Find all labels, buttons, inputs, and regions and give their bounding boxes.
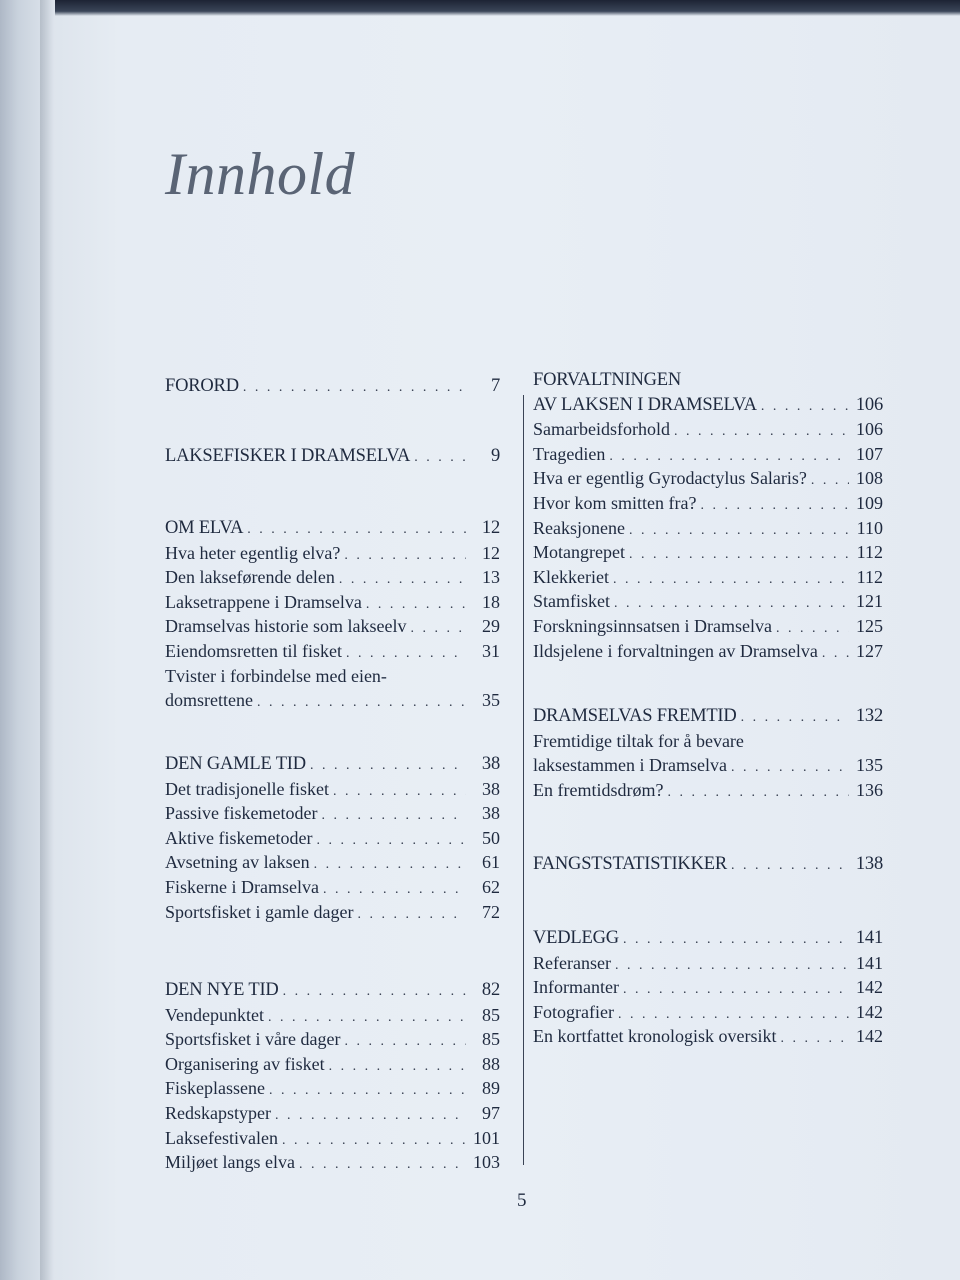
toc-entry xyxy=(533,516,883,541)
leader-dots xyxy=(283,980,466,1005)
toc-page-number: 132 xyxy=(855,706,883,726)
toc-entry-title: Det tradisjonelle fisket xyxy=(165,778,329,799)
toc-heading xyxy=(165,516,500,541)
toc-section xyxy=(533,368,883,663)
toc-page-number: 62 xyxy=(482,876,500,897)
toc-page-number: 112 xyxy=(856,566,883,587)
toc-page-number: 142 xyxy=(856,1001,883,1022)
leader-dots xyxy=(780,1027,849,1052)
toc-page-number: 12 xyxy=(481,518,500,538)
toc-page-number: 138 xyxy=(855,854,883,874)
toc-entry-title: Fotografier xyxy=(533,1001,614,1022)
toc-section xyxy=(165,444,500,469)
toc-entry-title: Dramselvas historie som lakseelv xyxy=(165,616,407,637)
toc-entry-title: Eiendomsretten til fisket xyxy=(165,640,342,661)
toc-entry-title: LAKSEFISKER I DRAMSELVA xyxy=(165,446,411,466)
toc-page-number: 101 xyxy=(473,1127,500,1148)
toc-entry-title: domsrettene xyxy=(165,690,253,711)
toc-page-number: 108 xyxy=(856,468,883,489)
toc-entry-title: Miljøet langs elva xyxy=(165,1152,295,1173)
leader-dots xyxy=(344,544,466,569)
leader-dots xyxy=(700,494,849,519)
toc-entry xyxy=(533,466,883,491)
toc-page-number: 61 xyxy=(482,852,500,873)
toc-section xyxy=(165,516,500,713)
toc-entry-title: En fremtidsdrøm? xyxy=(533,779,664,800)
toc-entry xyxy=(165,1076,500,1101)
toc-page-number: 50 xyxy=(482,827,500,848)
leader-dots xyxy=(667,781,849,806)
toc-entry-title: OM ELVA xyxy=(165,518,244,538)
leader-dots xyxy=(629,543,849,568)
toc-entry xyxy=(165,1027,500,1052)
toc-entry xyxy=(533,417,883,442)
toc-page-number: 35 xyxy=(482,690,500,711)
toc-entry-title: FORORD xyxy=(165,376,239,396)
toc-section xyxy=(165,978,500,1175)
toc-entry-title: Referanser xyxy=(533,952,611,973)
toc-entry xyxy=(533,491,883,516)
toc-entry xyxy=(533,540,883,565)
toc-page-number: 12 xyxy=(482,542,500,563)
toc-entry-title: Sportsfisket i våre dager xyxy=(165,1029,341,1050)
toc-entry-title: DRAMSELVAS FREMTID xyxy=(533,706,737,726)
toc-page-number: 85 xyxy=(482,1029,500,1050)
toc-entry xyxy=(533,1000,883,1025)
toc-entry xyxy=(165,688,500,713)
toc-page-number: 9 xyxy=(490,446,500,466)
leader-dots xyxy=(314,853,466,878)
toc-heading xyxy=(165,752,500,777)
toc-entry-title: Ildsjelene i forvaltningen av Dramselva xyxy=(533,640,818,661)
leader-dots xyxy=(615,954,849,979)
leader-dots xyxy=(257,691,466,716)
toc-entry-title: Den lakseførende delen xyxy=(165,567,335,588)
column-divider xyxy=(523,395,524,1165)
toc-entry-title: Aktive fiskemetoder xyxy=(165,827,313,848)
toc-entry xyxy=(533,1024,883,1049)
toc-page-number: 89 xyxy=(482,1078,500,1099)
toc-entry xyxy=(165,777,500,802)
toc-entry-title: Motangrepet xyxy=(533,542,625,563)
toc-entry xyxy=(533,614,883,639)
toc-page-number: 106 xyxy=(856,419,883,440)
toc-entry-title: En kortfattet kronologisk oversikt xyxy=(533,1026,777,1047)
toc-entry xyxy=(533,975,883,1000)
toc-entry-title: Hva er egentlig Gyrodactylus Salaris? xyxy=(533,468,807,489)
toc-entry-title: FANGSTSTATISTIKKER xyxy=(533,854,727,874)
toc-entry xyxy=(533,442,883,467)
toc-page-number: 121 xyxy=(856,591,883,612)
toc-page-number: 127 xyxy=(856,640,883,661)
toc-entry-title: laksestammen i Dramselva xyxy=(533,755,727,776)
toc-page-number: 112 xyxy=(856,542,883,563)
toc-entry xyxy=(533,565,883,590)
toc-page-number: 38 xyxy=(482,778,500,799)
leader-dots xyxy=(243,376,466,401)
leader-dots xyxy=(299,1153,466,1178)
toc-page-number: 13 xyxy=(482,567,500,588)
leader-dots xyxy=(357,903,466,928)
leader-dots xyxy=(410,617,466,642)
toc-page-number: 142 xyxy=(856,977,883,998)
leader-dots xyxy=(741,706,849,731)
leader-dots xyxy=(629,519,849,544)
toc-entry xyxy=(165,639,500,664)
page-number: 5 xyxy=(517,1190,527,1211)
toc-page-number: 18 xyxy=(482,591,500,612)
toc-heading xyxy=(165,978,500,1003)
toc-entry-title: Klekkeriet xyxy=(533,566,609,587)
leader-dots xyxy=(247,518,466,543)
toc-entry-title: Reaksjonene xyxy=(533,517,625,538)
leader-dots xyxy=(282,1129,466,1154)
toc-page-number: 141 xyxy=(856,952,883,973)
toc-entry-title: DEN NYE TID xyxy=(165,980,279,1000)
leader-dots xyxy=(674,420,849,445)
toc-entry xyxy=(165,590,500,615)
toc-entry-title: Passive fiskemetoder xyxy=(165,803,318,824)
toc-heading xyxy=(165,444,500,469)
toc-entry-title: Laksefestivalen xyxy=(165,1127,278,1148)
toc-page-number: 103 xyxy=(473,1152,500,1173)
toc-entry xyxy=(165,875,500,900)
toc-heading xyxy=(165,374,500,399)
book-gutter xyxy=(40,0,54,1280)
leader-dots xyxy=(623,928,849,953)
toc-entry-title: VEDLEGG xyxy=(533,928,619,948)
leader-dots xyxy=(310,754,466,779)
toc-entry xyxy=(165,1126,500,1151)
toc-entry-title: Informanter xyxy=(533,977,619,998)
toc-entry-title: DEN GAMLE TID xyxy=(165,754,306,774)
page-title: Innhold xyxy=(165,141,356,208)
toc-page-number: 142 xyxy=(856,1026,883,1047)
toc-page-number: 136 xyxy=(856,779,883,800)
toc-entry xyxy=(533,753,883,778)
toc-entry xyxy=(533,589,883,614)
toc-entry xyxy=(165,664,500,689)
toc-entry xyxy=(165,1101,500,1126)
toc-entry-title: Hvor kom smitten fra? xyxy=(533,492,697,513)
toc-entry xyxy=(165,1052,500,1077)
toc-entry xyxy=(165,1003,500,1028)
toc-heading xyxy=(533,393,883,418)
toc-entry xyxy=(533,951,883,976)
leader-dots xyxy=(275,1104,466,1129)
toc-entry-title: AV LAKSEN I DRAMSELVA xyxy=(533,394,757,415)
toc-entry-title: Stamfisket xyxy=(533,591,610,612)
toc-heading xyxy=(533,852,883,877)
toc-entry-title: Samarbeidsforhold xyxy=(533,419,670,440)
toc-entry xyxy=(165,850,500,875)
toc-page-number: 97 xyxy=(482,1102,500,1123)
toc-entry xyxy=(533,729,883,754)
leader-dots xyxy=(344,1030,466,1055)
leader-dots xyxy=(321,804,466,829)
toc-entry xyxy=(165,801,500,826)
toc-page-number: 106 xyxy=(855,394,883,415)
toc-entry xyxy=(165,826,500,851)
toc-entry-title: Fiskeplassene xyxy=(165,1078,265,1099)
toc-page-number: 88 xyxy=(482,1053,500,1074)
toc-entry-title: Avsetning av laksen xyxy=(165,852,310,873)
toc-entry-title: Hva heter egentlig elva? xyxy=(165,542,341,563)
toc-page-number: 82 xyxy=(481,980,500,1000)
toc-page-number: 72 xyxy=(482,901,500,922)
toc-section xyxy=(165,752,500,924)
toc-entry-title: Fremtidige tiltak for å bevare xyxy=(533,730,744,751)
toc-entry xyxy=(165,541,500,566)
toc-page-number: 141 xyxy=(855,928,883,948)
toc-page-number: 38 xyxy=(481,754,500,774)
toc-page-number: 38 xyxy=(482,803,500,824)
leader-dots xyxy=(333,780,466,805)
toc-page-number: 135 xyxy=(856,755,883,776)
toc-page-number: 107 xyxy=(856,443,883,464)
leader-dots xyxy=(731,854,849,879)
toc-entry-title: FORVALTNINGEN xyxy=(533,370,682,390)
toc-entry-title: Sportsfisket i gamle dager xyxy=(165,901,354,922)
toc-page-number: 125 xyxy=(856,615,883,636)
toc-page-number: 7 xyxy=(490,376,500,396)
leader-dots xyxy=(329,1055,466,1080)
toc-entry-title: Redskapstyper xyxy=(165,1102,271,1123)
toc-entry-title: Vendepunktet xyxy=(165,1004,264,1025)
toc-page-number: 29 xyxy=(482,616,500,637)
toc-page-number: 109 xyxy=(856,492,883,513)
toc-entry xyxy=(165,614,500,639)
toc-page-number: 85 xyxy=(482,1004,500,1025)
toc-entry xyxy=(533,639,883,664)
toc-entry xyxy=(165,565,500,590)
toc-heading xyxy=(533,704,883,729)
toc-entry-title: Forskningsinnsatsen i Dramselva xyxy=(533,615,772,636)
toc-entry xyxy=(533,778,883,803)
leader-dots xyxy=(414,446,466,471)
toc-entry-title: Tvister i forbindelse med eien- xyxy=(165,665,387,686)
leader-dots xyxy=(731,756,849,781)
toc-section xyxy=(533,704,883,802)
leader-dots xyxy=(623,978,849,1003)
toc-entry xyxy=(165,1150,500,1175)
toc-heading xyxy=(533,926,883,951)
leader-dots xyxy=(316,829,466,854)
leader-dots xyxy=(269,1079,466,1104)
toc-section xyxy=(533,926,883,1049)
toc-entry-title: Tragedien xyxy=(533,443,606,464)
toc-page-number: 31 xyxy=(482,640,500,661)
toc-entry-title: Fiskerne i Dramselva xyxy=(165,876,319,897)
toc-entry-title: Laksetrappene i Dramselva xyxy=(165,591,362,612)
toc-section xyxy=(165,374,500,399)
toc-section xyxy=(533,852,883,877)
toc-page-number: 110 xyxy=(856,517,883,538)
book-top-edge xyxy=(55,0,960,16)
leader-dots xyxy=(761,395,849,420)
toc-entry xyxy=(165,900,500,925)
leader-dots xyxy=(811,469,849,494)
toc-entry-title: Organisering av fisket xyxy=(165,1053,325,1074)
leader-dots xyxy=(613,568,849,593)
toc-heading xyxy=(533,368,883,393)
leader-dots xyxy=(822,642,849,667)
